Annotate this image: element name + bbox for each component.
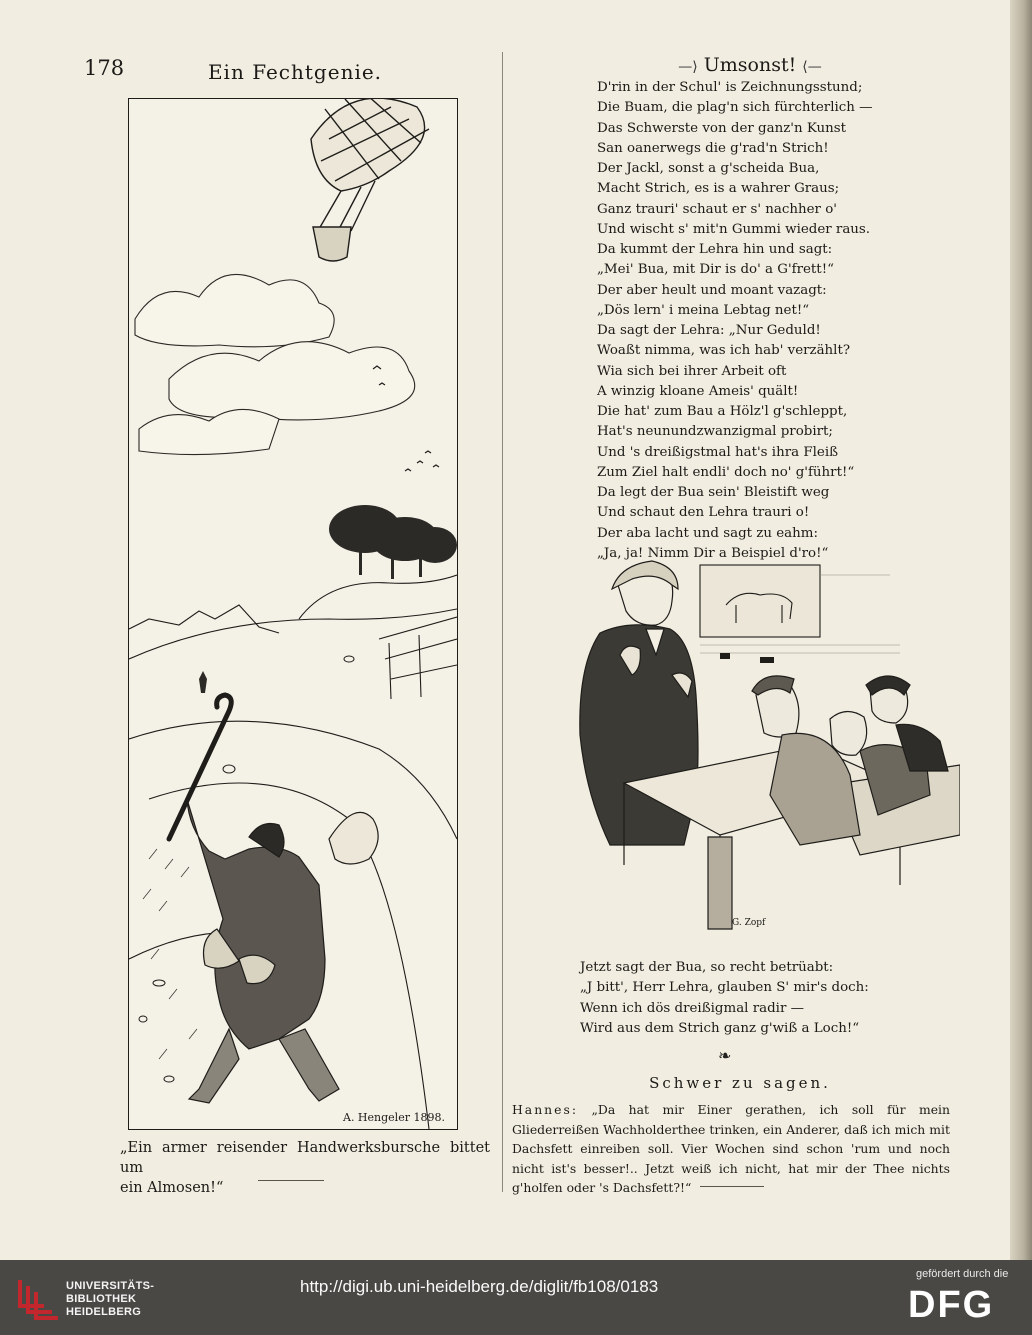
clouds bbox=[135, 274, 415, 454]
poem-line: Macht Strich, es is a wahrer Graus; bbox=[597, 181, 840, 197]
right-end-rule bbox=[700, 1186, 764, 1187]
wanderer-figure bbox=[187, 799, 378, 1103]
library-name-line: HEIDELBERG bbox=[66, 1306, 142, 1318]
university-library-name[interactable] bbox=[66, 1280, 154, 1319]
anecdote-title: Schwer zu sagen. bbox=[649, 1074, 831, 1092]
anecdote-speaker: Hannes: bbox=[512, 1102, 579, 1117]
poem-line: Da sagt der Lehra: „Nur Geduld! bbox=[597, 323, 821, 338]
trees bbox=[329, 505, 457, 579]
poem-line: Das Schwerste von der ganz'n Kunst bbox=[597, 120, 847, 136]
poem-line: Und 's dreißigstmal hat's ihra Fleiß bbox=[597, 444, 839, 460]
poem-line: „J bitt', Herr Lehra, glauben S' mir's doch: bbox=[580, 980, 869, 996]
title-ornament-right: ⟨— bbox=[802, 59, 822, 75]
page-edge bbox=[1010, 0, 1032, 1260]
poem-line: Die Buam, die plag'n sich fürchterlich — bbox=[597, 100, 873, 116]
anecdote-body: „Da hat mir Einer gerathen, ich soll für mein Gliederreißen Wachholderthee trinken, ein Anderer, daß ich mich mit Dachsfett einreiben soll. Vier Wochen sind schon 'rum und noch nicht ist's besser!.. Jetzt weiß ich nicht, hat mir der Thee nichts g'holfen oder 's Dachsfett?!“ bbox=[512, 1102, 950, 1195]
footer-bar bbox=[0, 1260, 1032, 1335]
poem-line: Da legt der Bua sein' Bleistift weg bbox=[597, 485, 830, 500]
poem-closing bbox=[580, 958, 920, 1039]
poem-line: Der Jackl, sonst a g'scheida Bua, bbox=[597, 161, 820, 176]
left-end-rule bbox=[258, 1180, 324, 1181]
wall-picture bbox=[700, 565, 820, 637]
title-ornament-left: —⟩ bbox=[678, 59, 698, 75]
left-caption-line: ein Almosen!“ bbox=[120, 1180, 224, 1196]
poem-line: Und schaut den Lehra trauri o! bbox=[597, 505, 810, 521]
poem-line: Wird aus dem Strich ganz g'wiß a Loch!“ bbox=[580, 1020, 860, 1036]
poem-line: „Dös lern' i meina Lebtag net!“ bbox=[597, 302, 810, 318]
poem-title-row bbox=[600, 54, 900, 76]
library-name-line: BIBLIOTHEK bbox=[66, 1293, 137, 1305]
poem-title: Umsonst! bbox=[703, 54, 797, 76]
poem-line: Zum Ziel halt endli' doch no' g'führt!“ bbox=[597, 464, 855, 480]
poem-line: Ganz trauri' schaut er s' nachher o' bbox=[597, 201, 837, 217]
library-name-line: UNIVERSITÄTS- bbox=[66, 1280, 155, 1292]
university-library-logo-icon[interactable] bbox=[14, 1276, 58, 1320]
poem-body bbox=[597, 78, 927, 564]
distant-figure bbox=[199, 671, 207, 693]
poem-line: Jetzt sagt der Bua, so recht betrüabt: bbox=[580, 960, 834, 975]
poem-line: San oanerwegs die g'rad'n Strich! bbox=[597, 140, 829, 156]
dfg-logo[interactable]: DFG bbox=[908, 1284, 995, 1326]
poem-line: A winzig kloane Ameis' quält! bbox=[597, 383, 799, 399]
poem-line: Die hat' zum Bau a Hölz'l g'schleppt, bbox=[597, 404, 848, 419]
left-article-title: Ein Fechtgenie. bbox=[207, 60, 383, 84]
left-signature: A. Hengeler 1898. bbox=[343, 1111, 445, 1124]
poem-line: Wia sich bei ihrer Arbeit oft bbox=[597, 363, 787, 379]
fleuron-ornament: ❧ bbox=[718, 1046, 732, 1065]
poem-line: Wenn ich dös dreißigmal radir — bbox=[580, 1000, 805, 1016]
poem-line: D'rin in der Schul' is Zeichnungsstund; bbox=[597, 80, 863, 95]
classroom-illustration bbox=[560, 545, 960, 940]
poem-line: „Mei' Bua, mit Dir is do' a G'frett!“ bbox=[597, 262, 834, 278]
cane bbox=[169, 695, 231, 839]
anecdote-text bbox=[512, 1100, 950, 1198]
hatching bbox=[143, 849, 197, 1059]
balloon bbox=[311, 98, 429, 261]
page-number: 178 bbox=[84, 56, 125, 80]
poem-line: Woaßt nimma, was ich hab' verzählt? bbox=[597, 343, 851, 359]
poem-line: Der aber heult und moant vazagt: bbox=[597, 282, 827, 298]
permalink-url[interactable]: http://digi.ub.uni-heidelberg.de/diglit/fb108/0183 bbox=[300, 1277, 659, 1296]
poem-line: „Ja, ja! Nimm Dir a Beispiel d'ro!“ bbox=[597, 545, 829, 561]
wanderer-illustration bbox=[128, 98, 458, 1130]
right-signature: G. Zopf bbox=[732, 918, 766, 928]
inkwells bbox=[720, 653, 774, 663]
funded-by-label: gefördert durch die bbox=[916, 1268, 1009, 1280]
left-caption bbox=[120, 1138, 490, 1198]
poem-line: Hat's neunundzwanzigmal probirt; bbox=[597, 424, 833, 440]
poem-line: Und wischt s' mit'n Gummi wieder raus. bbox=[597, 221, 871, 237]
column-divider bbox=[502, 52, 503, 1192]
poem-line: Der aba lacht und sagt zu eahm: bbox=[597, 525, 818, 541]
poem-line: Da kummt der Lehra hin und sagt: bbox=[597, 242, 833, 257]
left-caption-line: „Ein armer reisender Handwerksbursche bittet um bbox=[120, 1140, 490, 1176]
